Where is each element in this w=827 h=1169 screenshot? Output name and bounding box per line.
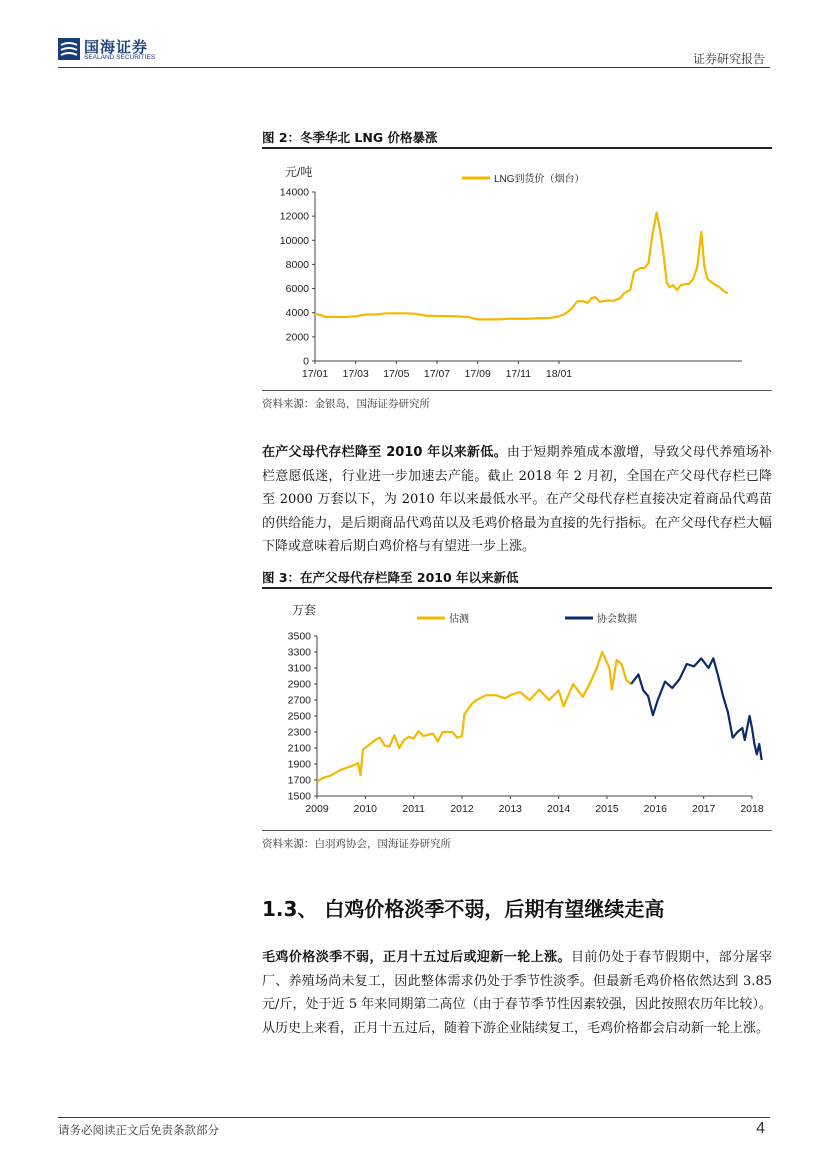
x-tick-label: 2013	[498, 803, 523, 815]
series-line-1	[317, 652, 631, 782]
parent-stock-chart	[262, 592, 772, 828]
paragraph-broiler-price	[262, 946, 772, 1040]
x-tick-label: 2015	[595, 803, 619, 815]
x-tick-label: 17/11	[505, 368, 532, 380]
figure3-chart	[262, 592, 772, 828]
y-tick-label: 3100	[287, 662, 311, 675]
section-title: 1.3、 白鸡价格淡季不弱，后期有望继续走高	[262, 897, 665, 921]
x-tick-label: 17/01	[301, 368, 329, 380]
y-axis-label: 万套	[292, 603, 317, 617]
x-tick-label: 2014	[546, 803, 571, 815]
figure2-title: 图 2：冬季华北 LNG 价格暴涨	[262, 130, 438, 145]
figure2-source: 资料来源：金银岛，国海证券研究所	[262, 398, 430, 410]
figure3-title: 图 3：在产父母代存栏降至 2010 年以来新低	[262, 570, 519, 585]
y-tick-label: 0	[303, 355, 309, 368]
y-tick-label: 2100	[287, 742, 311, 755]
paragraph-lead: 毛鸡价格淡季不弱，正月十五过后或迎新一轮上涨。	[262, 950, 571, 965]
figure3-top-rule	[262, 587, 772, 589]
y-tick-label: 12000	[279, 210, 309, 223]
series-line-1	[315, 213, 728, 320]
y-tick-label: 3300	[287, 646, 311, 659]
figure3-source: 资料来源：白羽鸡协会，国海证券研究所	[262, 838, 451, 850]
footer-divider	[58, 1117, 770, 1118]
y-tick-label: 10000	[279, 234, 309, 247]
legend-label: 估测	[449, 614, 469, 625]
page-header	[0, 0, 827, 75]
paragraph-body: 由于短期养殖成本激增，导致父母代养殖场补栏意愿低迷，行业进一步加速去产能。截止 2018 年 2 月初，全国在产父母代存栏已降至 2000 万套以下，为 2010 年以来最低水平。在产父母代存栏直接决定着商品代鸡苗的供给能力，是后期商品代鸡苗以及毛鸡价格最为直接的先行指标。在产父母代存栏大幅下降或意味着后期白鸡价格与有望进一步上涨。	[262, 445, 772, 554]
y-tick-label: 2900	[287, 678, 311, 691]
x-tick-label: 17/07	[423, 368, 451, 380]
lng-price-chart	[262, 152, 772, 387]
y-tick-label: 1900	[287, 758, 311, 771]
y-tick-label: 14000	[279, 186, 309, 199]
y-tick-label: 6000	[285, 283, 309, 296]
x-tick-label: 2011	[402, 803, 425, 815]
x-tick-label: 2016	[643, 803, 668, 815]
header-divider	[58, 67, 770, 68]
report-type: 证券研究报告	[692, 52, 765, 66]
figure2-chart	[262, 152, 772, 387]
paragraph-body: 目前仍处于春节假期中，部分屠宰厂、养殖场尚未复工，因此整体需求仍处于季节性淡季。但最新毛鸡价格依然达到 3.85 元/斤，处于近 5 年来同期第二高位（由于春节季节性因素较强，因此按照农历年比较）。从历史上来看，正月十五过后，随着下游企业陆续复工，毛鸡价格都会启动新一轮上涨。	[262, 950, 772, 1036]
x-tick-label: 2009	[305, 803, 329, 815]
page-number: 4	[756, 1120, 765, 1137]
y-tick-label: 2000	[285, 331, 309, 344]
y-tick-label: 8000	[285, 258, 309, 271]
y-tick-label: 2300	[287, 726, 311, 739]
company-name-en: SEALAND SECURITIES	[84, 54, 156, 61]
x-tick-label: 2012	[450, 803, 474, 815]
y-tick-label: 4000	[285, 307, 309, 320]
x-tick-label: 2017	[691, 803, 716, 815]
x-tick-label: 17/03	[342, 368, 369, 380]
y-tick-label: 2500	[287, 710, 311, 723]
y-tick-label: 3500	[287, 630, 311, 643]
figure2-top-rule	[262, 147, 772, 149]
series-line-2	[631, 658, 762, 760]
footer-disclaimer: 请务必阅读正文后免责条款部分	[58, 1123, 219, 1137]
y-axis-label: 元/吨	[285, 165, 313, 179]
x-tick-label: 18/01	[545, 368, 573, 380]
company-name: 国海证券	[84, 38, 149, 56]
figure2-bottom-rule	[262, 390, 772, 391]
company-logo	[58, 36, 168, 66]
paragraph-parent-stock	[262, 441, 772, 559]
y-tick-label: 1700	[287, 774, 311, 787]
figure3-bottom-rule	[262, 830, 772, 831]
sealand-logo-icon	[58, 38, 80, 60]
x-tick-label: 2010	[353, 803, 378, 815]
paragraph-lead: 在产父母代存栏降至 2010 年以来新低。	[262, 445, 507, 460]
x-tick-label: 2018	[740, 803, 764, 815]
legend-label: 协会数据	[597, 614, 637, 625]
y-tick-label: 1500	[287, 790, 311, 803]
y-tick-label: 2700	[287, 694, 311, 707]
x-tick-label: 17/09	[464, 368, 491, 380]
x-tick-label: 17/05	[383, 368, 410, 380]
legend-label: LNG到货价（烟台）	[494, 174, 585, 185]
